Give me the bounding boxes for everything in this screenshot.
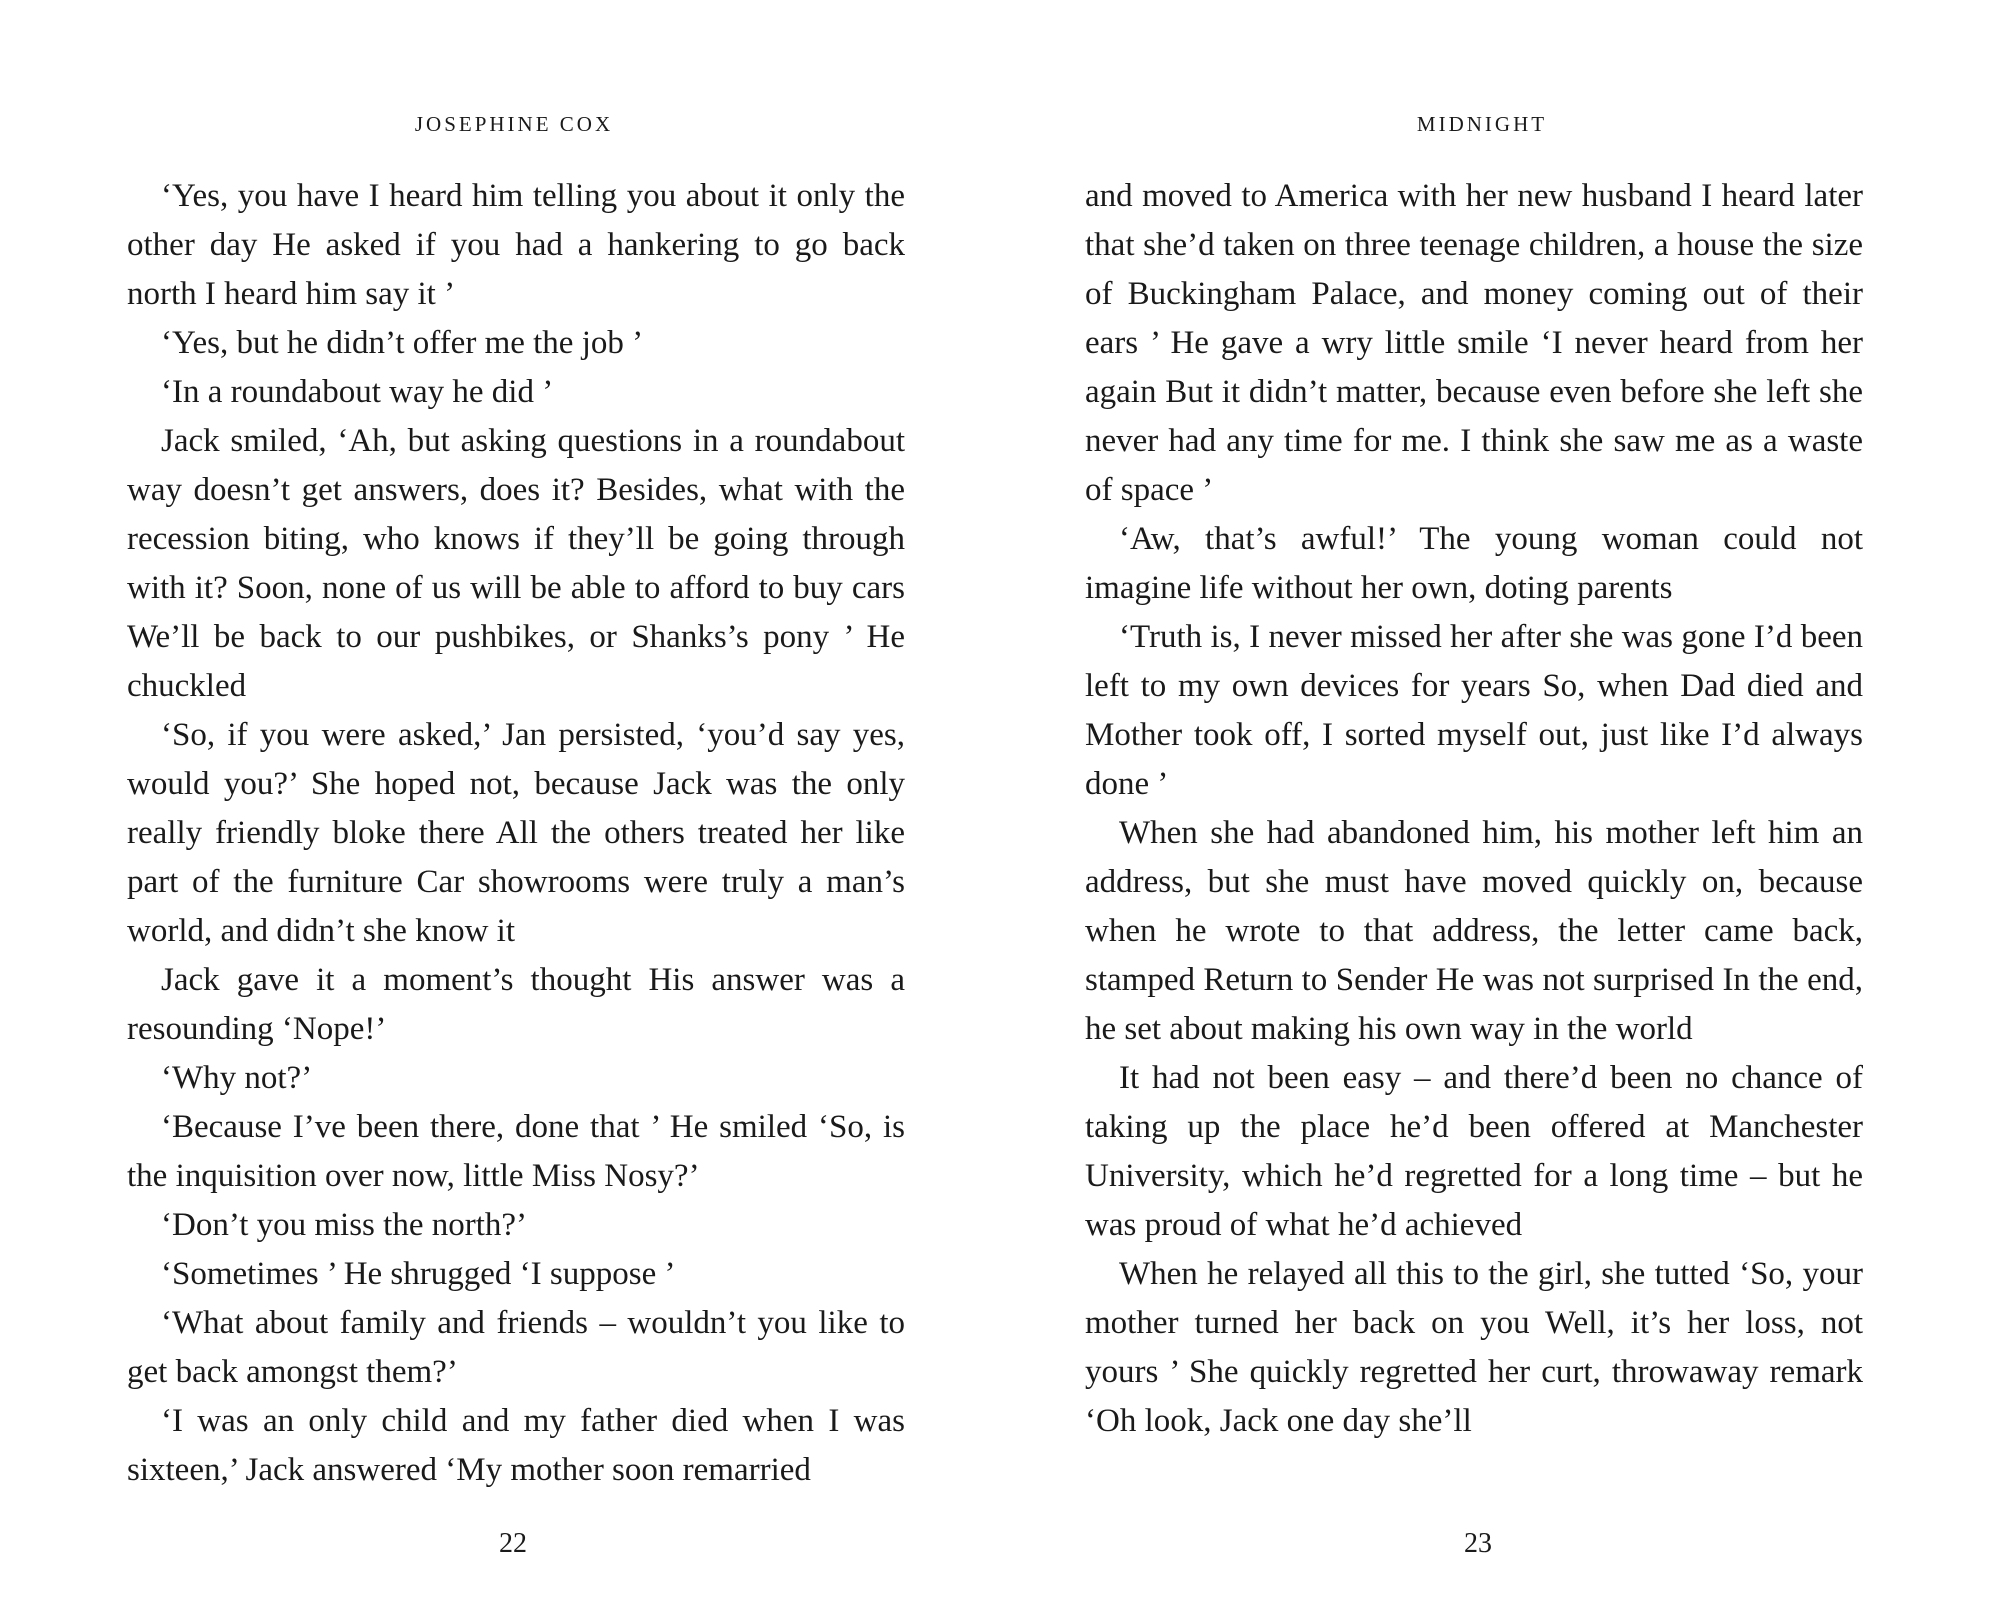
paragraph: When she had abandoned him, his mother left him an address, but she must have moved quickly on, because when he wrote to that address, the letter came back, stamped Return to Sender He was not surprised In the end, he set about making his own way in the world [1085, 815, 1863, 1047]
paragraph: ‘So, if you were asked,’ Jan persisted, ‘you’d say yes, would you?’ She hoped not, because Jack was the only really friendly bloke there All the others treated her like part of the furniture Car showrooms were truly a man’s world, and didn’t she know it [127, 717, 905, 949]
right-page [1000, 0, 2000, 1597]
paragraph: Jack smiled, ‘Ah, but asking questions in a roundabout way doesn’t get answers, does it? Besides, what with the recession biting, who knows if they’ll be going through with it? Soon, none of us will be able to afford to buy cars We’ll be back to our pushbikes, or Shanks’s pony ’ He chuckled [127, 423, 905, 704]
paragraph: ‘What about family and friends – wouldn’t you like to get back amongst them?’ [127, 1305, 905, 1390]
paragraph: ‘Truth is, I never missed her after she was gone I’d been left to my own devices for years So, when Dad died and Mother took off, I sorted myself out, just like I’d always done ’ [1085, 619, 1863, 802]
page-number-left: 22 [499, 1528, 527, 1559]
paragraph: Jack gave it a moment’s thought His answer was a resounding ‘Nope!’ [127, 962, 905, 1047]
paragraph: ‘Because I’ve been there, done that ’ He smiled ‘So, is the inquisition over now, little Miss Nosy?’ [127, 1109, 905, 1194]
paragraph: ‘Yes, but he didn’t offer me the job ’ [161, 325, 644, 361]
paragraph: It had not been easy – and there’d been no chance of taking up the place he’d been offered at Manchester University, which he’d regretted for a long time – but he was proud of what he’d achieved [1085, 1060, 1863, 1243]
paragraph: ‘Yes, you have I heard him telling you about it only the other day He asked if you had a hankering to go back north I heard him say it ’ [127, 178, 905, 312]
paragraph: ‘Why not?’ [161, 1060, 313, 1096]
paragraph: ‘I was an only child and my father died when I was sixteen,’ Jack answered ‘My mother soon remarried [127, 1403, 905, 1488]
paragraph: and moved to America with her new husband I heard later that she’d taken on three teenage children, a house the size of Buckingham Palace, and money coming out of their ears ’ He gave a wry little smile ‘I never heard from her again But it didn’t matter, because even before she left she never had any time for me. I think she saw me as a waste of space ’ [1085, 178, 1863, 508]
left-text-block [127, 172, 905, 1495]
paragraph: ‘In a roundabout way he did ’ [161, 374, 554, 410]
running-head-title: MIDNIGHT [1416, 112, 1548, 136]
right-text-block [1085, 172, 1863, 1446]
running-head-author: JOSEPHINE COX [414, 112, 614, 136]
page-number-right: 23 [1464, 1528, 1492, 1559]
paragraph: When he relayed all this to the girl, she tutted ‘So, your mother turned her back on you Well, it’s her loss, not yours ’ She quickly regretted her curt, throwaway remark ‘Oh look, Jack one day she’ll [1085, 1256, 1863, 1439]
paragraph: ‘Aw, that’s awful!’ The young woman could not imagine life without her own, doting parents [1085, 521, 1863, 606]
paragraph: ‘Sometimes ’ He shrugged ‘I suppose ’ [161, 1256, 676, 1292]
paragraph: ‘Don’t you miss the north?’ [161, 1207, 528, 1243]
